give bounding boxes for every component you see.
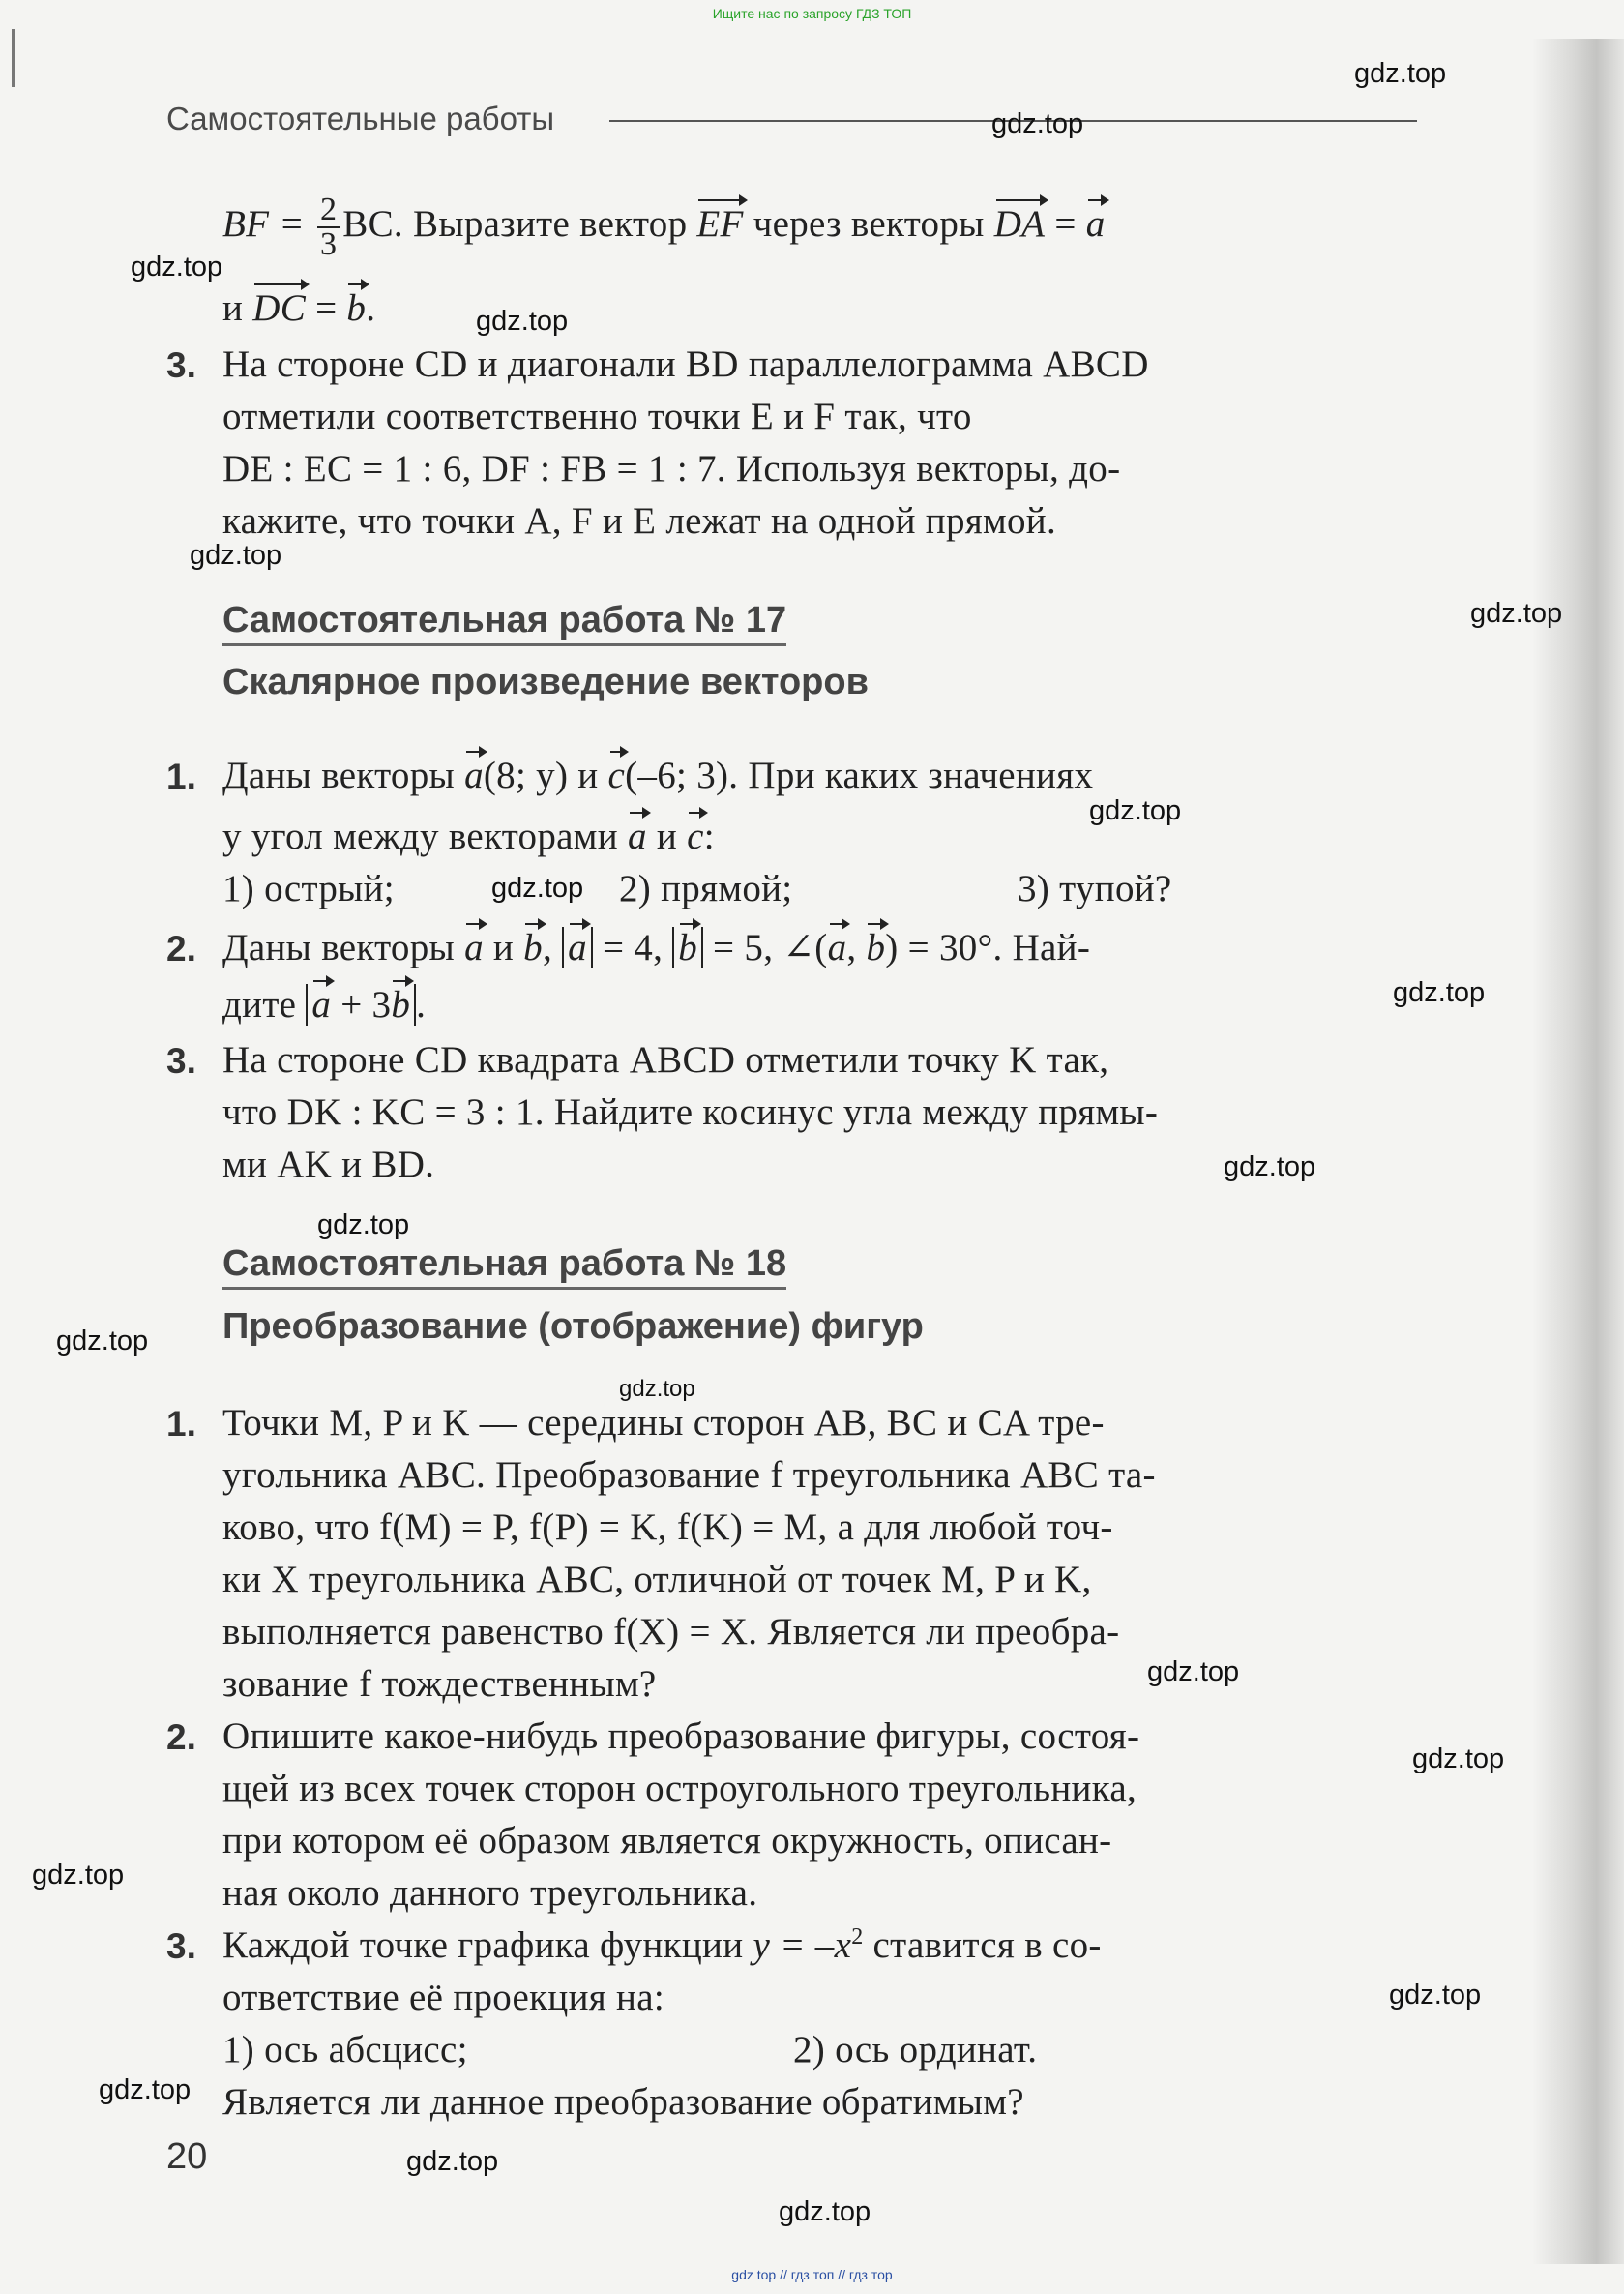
- watermark: gdz.top: [56, 1326, 149, 1356]
- s17-task1-option-1: 1) острый;: [222, 868, 395, 909]
- watermark: gdz.top: [1389, 1980, 1482, 2011]
- text-segment: ставится в со-: [863, 1924, 1102, 1966]
- text-segment: через векторы: [743, 202, 994, 245]
- s18-task3-line-1: [222, 1923, 1102, 1967]
- vector-a: a: [464, 927, 484, 968]
- vector-b: b: [346, 287, 367, 329]
- watermark: gdz.top: [317, 1209, 410, 1240]
- text-segment: дите: [222, 984, 307, 1026]
- task-line: выполняется равенство f(X) = X. Является ли преобра-: [222, 1611, 1120, 1653]
- section-18-subtitle: Преобразование (отображение) фигур: [222, 1306, 924, 1347]
- task-line: ответствие её проекция на:: [222, 1977, 664, 2018]
- text-segment: = 4,: [592, 927, 673, 968]
- text-segment: .: [366, 287, 376, 329]
- task-line: ная около данного треугольника.: [222, 1872, 758, 1914]
- vector-c: c: [687, 816, 704, 857]
- text-segment: (8; y) и: [483, 755, 608, 796]
- text-segment: и: [646, 816, 688, 857]
- watermark: gdz.top: [1470, 598, 1563, 629]
- text-segment: =: [306, 287, 347, 329]
- watermark: gdz.top: [32, 1860, 125, 1891]
- task-line: щей из всех точек сторон остроугольного треугольника,: [222, 1768, 1137, 1809]
- task-number: 1.: [166, 1404, 196, 1444]
- text-segment: Даны векторы: [222, 755, 465, 796]
- vector-b: b: [866, 927, 886, 968]
- text-segment: ) = 30°. Най-: [885, 927, 1091, 968]
- task-number: 2.: [166, 929, 196, 968]
- page-number: 20: [166, 2136, 208, 2177]
- watermark: gdz.top: [991, 108, 1084, 139]
- footer-note[interactable]: gdz top // гдз топ // гдз тор: [731, 2267, 893, 2282]
- task-line: кажите, что точки A, F и E лежат на одной прямой.: [222, 500, 1056, 542]
- watermark: gdz.top: [1354, 58, 1447, 89]
- page-left-edge: [12, 29, 15, 87]
- task-line: На стороне CD и диагонали BD параллелограмма ABCD: [222, 343, 1149, 385]
- text-segment: Каждой точке графика функции: [222, 1924, 753, 1966]
- s17-task1-line-2: [222, 815, 715, 858]
- watermark: gdz.top: [131, 252, 223, 283]
- fraction-denominator: 3: [319, 226, 338, 262]
- page-edge-shadow: [1532, 39, 1624, 2264]
- task-number: 1.: [166, 757, 196, 796]
- s17-task2-line-1: [222, 926, 1090, 969]
- abs-b: [672, 927, 703, 968]
- vector-dc: DC: [252, 287, 307, 329]
- task-line: DE : EC = 1 : 6, DF : FB = 1 : 7. Используя векторы, до-: [222, 448, 1121, 490]
- continued-line-1: [222, 194, 1106, 261]
- section-17-title: Самостоятельная работа № 17: [222, 600, 786, 646]
- math-bf: BF =: [222, 202, 314, 245]
- watermark: gdz.top: [406, 2146, 499, 2177]
- watermark: gdz.top: [779, 2196, 871, 2227]
- task-line: ки X треугольника ABC, отличной от точек M, P и K,: [222, 1559, 1092, 1600]
- text-segment: (–6; 3). При каких значениях: [625, 755, 1094, 796]
- task-line: отметили соответственно точки E и F так, что: [222, 396, 972, 437]
- watermark: gdz.top: [1147, 1656, 1240, 1687]
- vector-a: a: [568, 927, 587, 968]
- fraction-two-thirds: [317, 194, 340, 261]
- text-segment: ,: [846, 927, 867, 968]
- task-line: угольника ABC. Преобразование f треугольника ABC та-: [222, 1454, 1156, 1496]
- vector-a: a: [627, 816, 647, 857]
- function-expression: y = –x: [753, 1924, 852, 1966]
- text-segment: y угол между векторами: [222, 816, 628, 857]
- vector-ef: EF: [696, 202, 744, 245]
- abs-a: [562, 927, 593, 968]
- vector-a: a: [464, 755, 484, 796]
- section-18-title: Самостоятельная работа № 18: [222, 1243, 786, 1290]
- s18-task3-option-1: 1) ось абсцисс;: [222, 2029, 468, 2071]
- text-segment: Даны векторы: [222, 927, 465, 968]
- watermark: gdz.top: [1393, 977, 1486, 1008]
- abs-sum: [306, 984, 416, 1026]
- text-segment: :: [703, 816, 715, 857]
- task-line: при котором её образом является окружность, описан-: [222, 1820, 1112, 1862]
- vector-a: a: [1085, 202, 1106, 245]
- text-segment: BC. Выразите вектор: [342, 202, 697, 245]
- vector-c: c: [607, 755, 626, 796]
- continued-line-2: [222, 286, 375, 330]
- watermark: gdz.top: [1412, 1743, 1505, 1774]
- vector-b: b: [391, 984, 411, 1026]
- s18-task3-option-2: 2) ось ординат.: [793, 2029, 1038, 2071]
- s17-task1-option-2: 2) прямой;: [619, 868, 793, 909]
- task-number: 3.: [166, 1926, 196, 1966]
- task-line: что DK : KC = 3 : 1. Найдите косинус угла между прямы-: [222, 1091, 1159, 1133]
- section-17-subtitle: Скалярное произведение векторов: [222, 662, 869, 702]
- task-line: Опишите какое-нибудь преобразование фигуры, состоя-: [222, 1715, 1140, 1757]
- running-head: Самостоятельные работы: [166, 101, 555, 136]
- vector-b: b: [678, 927, 697, 968]
- watermark: gdz.top: [491, 873, 584, 904]
- text-segment: и: [483, 927, 524, 968]
- task-number: 3.: [166, 345, 196, 385]
- text-segment: и: [222, 287, 253, 329]
- text-segment: + 3: [331, 984, 392, 1026]
- watermark: gdz.top: [190, 540, 282, 571]
- task-line: ми AK и BD.: [222, 1144, 435, 1185]
- task-line: ково, что f(M) = P, f(P) = K, f(K) = M, а для любой точ-: [222, 1506, 1113, 1548]
- fraction-numerator: 2: [317, 194, 340, 228]
- text-segment: =: [1045, 202, 1086, 245]
- task-line: Точки M, P и K — середины сторон AB, BC и CA тре-: [222, 1402, 1105, 1444]
- task-line: На стороне CD квадрата ABCD отметили точку K так,: [222, 1039, 1109, 1081]
- s17-task1-option-3: 3) тупой?: [1018, 868, 1172, 909]
- watermark: gdz.top: [99, 2074, 192, 2105]
- text-segment: = 5, ∠(: [703, 927, 828, 968]
- vector-a: a: [827, 927, 847, 968]
- text-segment: .: [416, 984, 427, 1026]
- exponent: 2: [851, 1924, 864, 1950]
- watermark: gdz.top: [476, 306, 569, 337]
- task-line: зование f тождественным?: [222, 1663, 657, 1705]
- task-number: 3.: [166, 1041, 196, 1081]
- text-segment: ,: [542, 927, 563, 968]
- vector-da: DA: [993, 202, 1046, 245]
- vector-b: b: [523, 927, 543, 968]
- watermark: gdz.top: [1224, 1151, 1316, 1182]
- task-number: 2.: [166, 1717, 196, 1757]
- top-banner[interactable]: Ищите нас по запросу ГДЗ ТОП: [712, 6, 912, 21]
- task-line: Является ли данное преобразование обратимым?: [222, 2081, 1024, 2123]
- s17-task2-line-2: [222, 983, 426, 1027]
- watermark: gdz.top: [619, 1376, 695, 1402]
- s17-task1-line-1: [222, 754, 1093, 797]
- watermark: gdz.top: [1089, 795, 1182, 826]
- vector-a: a: [311, 984, 332, 1026]
